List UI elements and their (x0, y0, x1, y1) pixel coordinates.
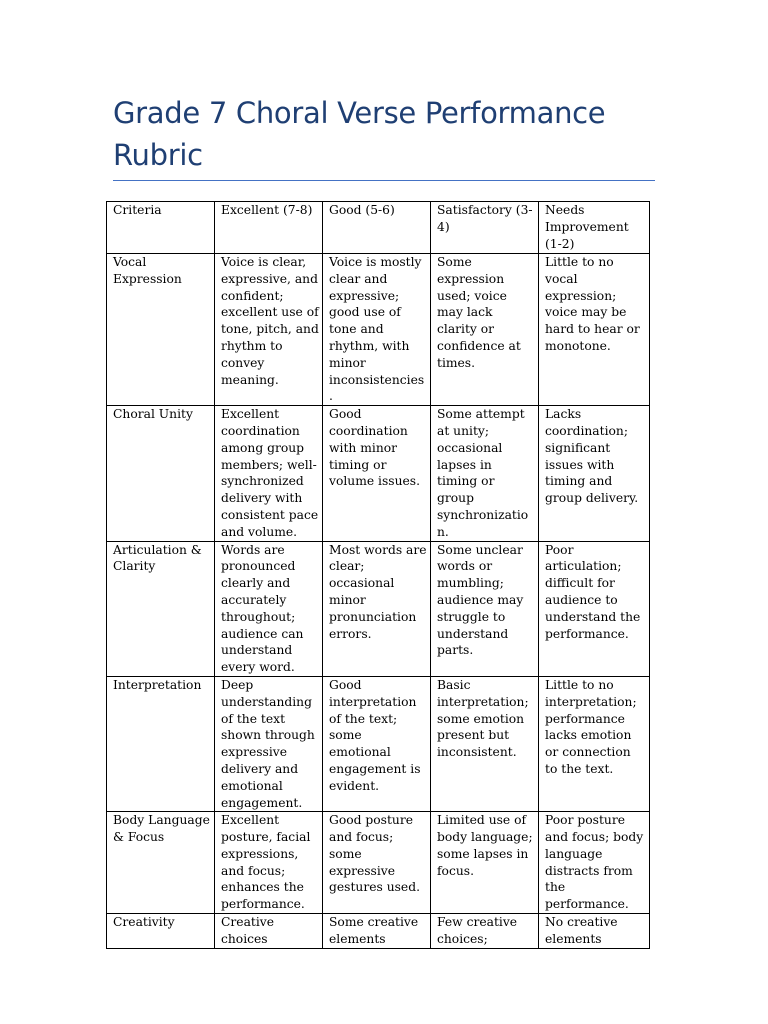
header-cell: Satisfactory (3-4) (431, 202, 539, 254)
good-cell: Good coordination with minor timing or volume issues. (323, 406, 431, 541)
table-row (107, 254, 650, 406)
table-row (107, 406, 650, 541)
needs-improvement-cell: Poor articulation; difficult for audience to understand the performance. (539, 541, 650, 676)
satisfactory-cell: Some attempt at unity; occasional lapses in timing or group synchronization. (431, 406, 539, 541)
needs-improvement-cell: Little to no interpretation; performance lacks emotion or connection to the text. (539, 676, 650, 811)
criteria-cell: Interpretation (107, 676, 215, 811)
header-cell: Needs Improvement (1-2) (539, 202, 650, 254)
table-row (107, 541, 650, 676)
excellent-cell: Creative choices (215, 914, 323, 949)
excellent-cell: Excellent coordination among group members; well-synchronized delivery with consistent pace and volume. (215, 406, 323, 541)
criteria-cell: Choral Unity (107, 406, 215, 541)
satisfactory-cell: Some expression used; voice may lack clarity or confidence at times. (431, 254, 539, 406)
needs-improvement-cell: No creative elements (539, 914, 650, 949)
needs-improvement-cell: Little to no vocal expression; voice may be hard to hear or monotone. (539, 254, 650, 406)
table-header-row (107, 202, 650, 254)
criteria-cell: Articulation & Clarity (107, 541, 215, 676)
good-cell: Most words are clear; occasional minor pronunciation errors. (323, 541, 431, 676)
excellent-cell: Words are pronounced clearly and accurately throughout; audience can understand every word. (215, 541, 323, 676)
satisfactory-cell: Limited use of body language; some lapses in focus. (431, 812, 539, 914)
header-cell: Criteria (107, 202, 215, 254)
satisfactory-cell: Basic interpretation; some emotion present but inconsistent. (431, 676, 539, 811)
good-cell: Voice is mostly clear and expressive; good use of tone and rhythm, with minor inconsistencies. (323, 254, 431, 406)
table-row (107, 812, 650, 914)
good-cell: Good interpretation of the text; some emotional engagement is evident. (323, 676, 431, 811)
header-cell: Excellent (7-8) (215, 202, 323, 254)
excellent-cell: Deep understanding of the text shown through expressive delivery and emotional engagement. (215, 676, 323, 811)
title-underline (113, 180, 655, 181)
excellent-cell: Voice is clear, expressive, and confident; excellent use of tone, pitch, and rhythm to convey meaning. (215, 254, 323, 406)
criteria-cell: Body Language & Focus (107, 812, 215, 914)
good-cell: Some creative elements (323, 914, 431, 949)
satisfactory-cell: Few creative choices; (431, 914, 539, 949)
criteria-cell: Vocal Expression (107, 254, 215, 406)
table-row (107, 914, 650, 949)
table-row (107, 676, 650, 811)
header-cell: Good (5-6) (323, 202, 431, 254)
excellent-cell: Excellent posture, facial expressions, and focus; enhances the performance. (215, 812, 323, 914)
needs-improvement-cell: Lacks coordination; significant issues with timing and group delivery. (539, 406, 650, 541)
needs-improvement-cell: Poor posture and focus; body language distracts from the performance. (539, 812, 650, 914)
rubric-table (106, 201, 650, 949)
satisfactory-cell: Some unclear words or mumbling; audience may struggle to understand parts. (431, 541, 539, 676)
good-cell: Good posture and focus; some expressive gestures used. (323, 812, 431, 914)
criteria-cell: Creativity (107, 914, 215, 949)
page-title: Grade 7 Choral Verse Performance Rubric (113, 96, 606, 172)
